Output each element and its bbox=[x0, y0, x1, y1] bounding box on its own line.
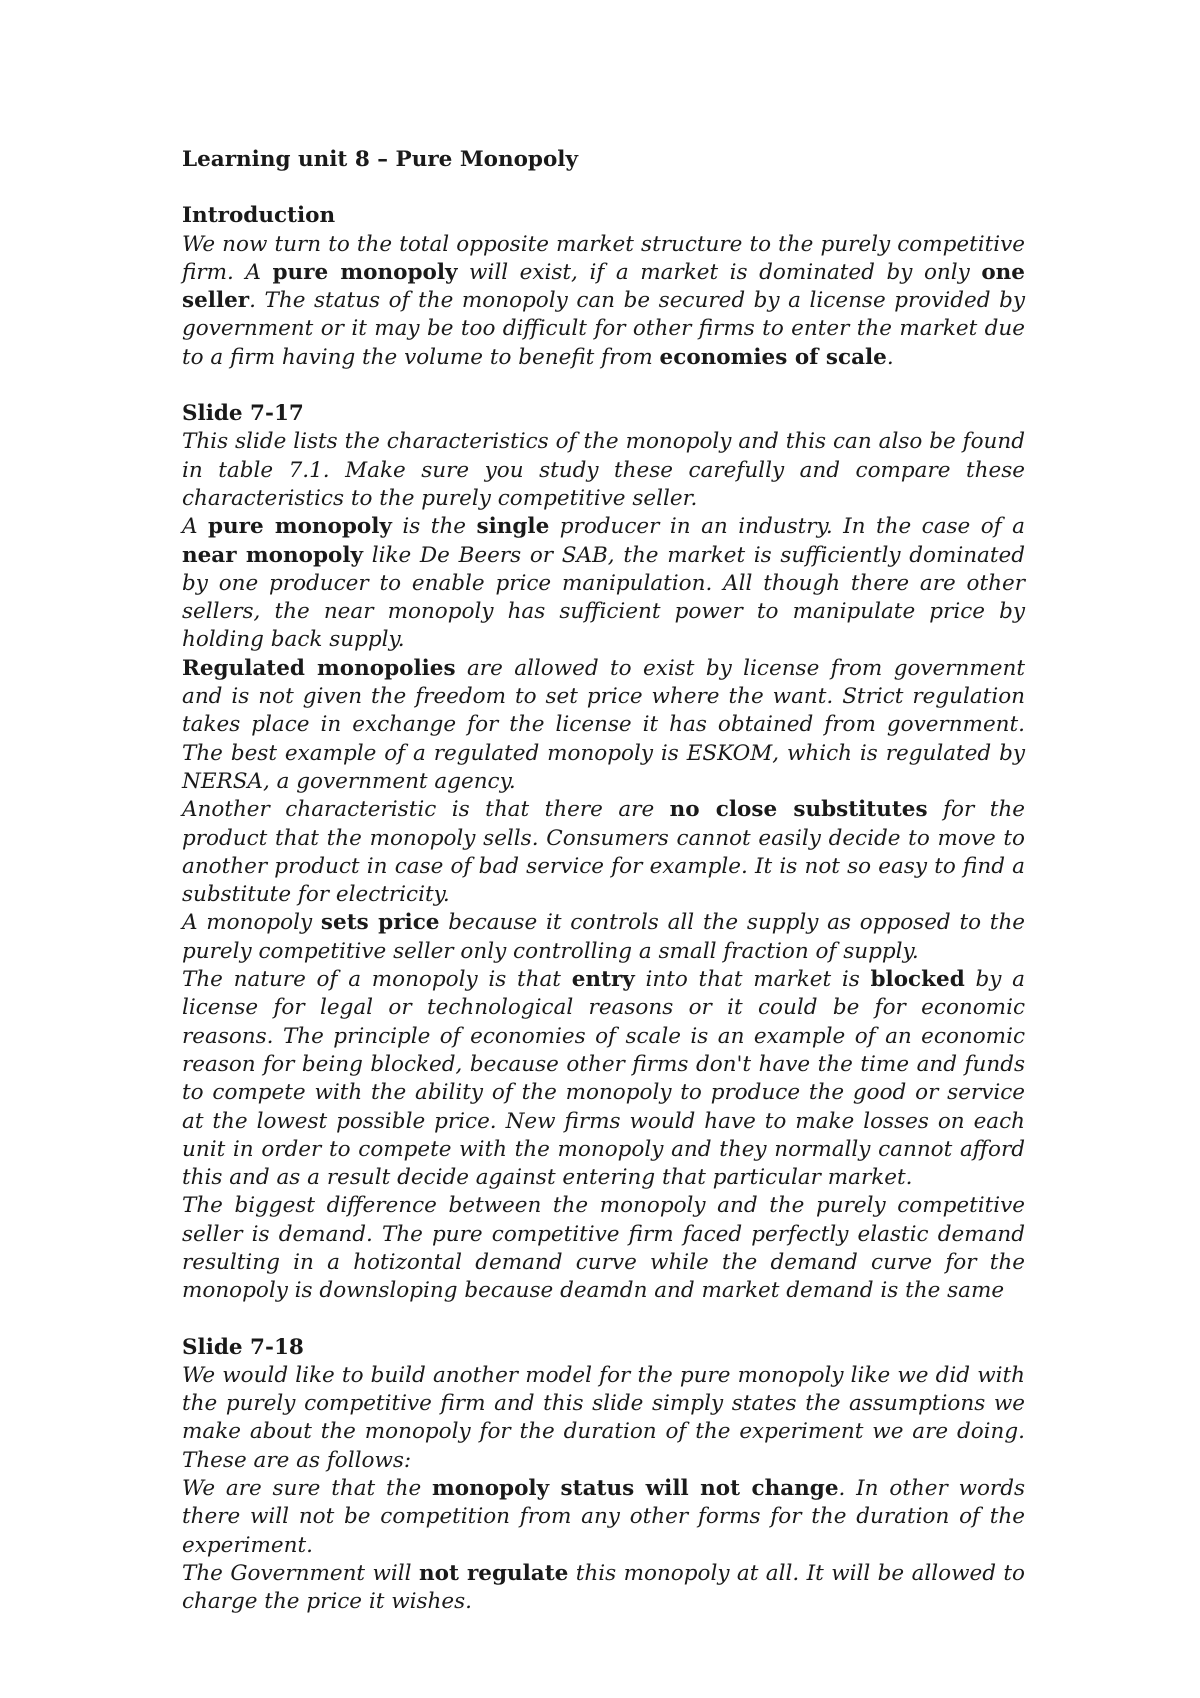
section-heading: Introduction bbox=[182, 203, 336, 229]
text-run: The biggest difference between the monopoly and the purely competitive seller is demand. The pure competitive firm faced perfectly elastic demand resulting in a hotizontal demand curve while the demand curve for the monopoly is downsloping because deamdn and market demand is the same bbox=[182, 1193, 1025, 1304]
section-introduction bbox=[182, 202, 1025, 372]
paragraph bbox=[182, 513, 1025, 654]
text-run: . The status of the monopoly can be secured by a license provided by government or it may be too difficult for other firms to enter the market due to a firm having the volume to benefit from bbox=[182, 288, 1025, 370]
bold-term: blocked bbox=[870, 967, 965, 993]
bold-term: pure monopoly bbox=[208, 514, 392, 540]
bold-term: single bbox=[476, 514, 550, 540]
text-run: The Government will bbox=[182, 1560, 419, 1586]
text-run: . bbox=[886, 344, 894, 370]
bold-term: not regulate bbox=[418, 1560, 569, 1586]
paragraph bbox=[182, 231, 1025, 372]
text-run: into that market is bbox=[634, 967, 871, 993]
paragraph bbox=[182, 1475, 1025, 1560]
section-slide-7-17 bbox=[182, 400, 1025, 1306]
paragraph bbox=[182, 909, 1025, 966]
paragraph bbox=[182, 1560, 1025, 1617]
text-run: We are sure that the bbox=[182, 1476, 432, 1502]
text-run: this monopoly at all. It will be allowed to charge the price it wishes. bbox=[182, 1560, 1026, 1615]
document-body bbox=[182, 146, 1025, 1617]
bold-term: Regulated monopolies bbox=[182, 655, 456, 681]
text-run: will exist, if a market is dominated by only bbox=[457, 259, 982, 285]
text-run: is the bbox=[391, 514, 477, 540]
text-run: . In other words there will not be competition from any other forms for the duration of the experiment. bbox=[182, 1476, 1025, 1558]
text-run: A monopoly bbox=[182, 910, 321, 936]
paragraph bbox=[182, 655, 1025, 796]
section-slide-7-18 bbox=[182, 1334, 1025, 1617]
document-title: Learning unit 8 – Pure Monopoly bbox=[182, 147, 578, 172]
section-heading: Slide 7-18 bbox=[182, 1334, 304, 1360]
section-heading: Slide 7-17 bbox=[182, 401, 304, 427]
text-run: We now turn to the total opposite market structure to the purely competitive firm. A bbox=[182, 231, 1025, 285]
bold-term: one seller bbox=[182, 259, 1025, 314]
bold-term: pure monopoly bbox=[272, 259, 458, 285]
text-run: The nature of a monopoly is that bbox=[182, 967, 572, 993]
text-run: We would like to build another model for the pure monopoly like we did with the purely competitive firm and this slide simply states the assumptions we make about the monopoly for the duration of the experiment we are doing. These are as follows: bbox=[182, 1362, 1025, 1473]
text-run: for the product that the monopoly sells. Consumers cannot easily decide to move to another product in case of bad service for example. It is not so easy to find a substitute for electricity. bbox=[182, 797, 1025, 908]
text-run: like De Beers or SAB, the market is sufficiently dominated by one producer to enable price manipulation. All though there are other sellers, the near monopoly has sufficient power to manipulate price by holding back supply. bbox=[182, 542, 1025, 653]
text-run: Another characteristic is that there are bbox=[182, 797, 670, 823]
bold-term: economies of scale bbox=[659, 344, 887, 370]
bold-term: no close substitutes bbox=[669, 797, 928, 823]
paragraph bbox=[182, 966, 1025, 1192]
text-run: by a license for legal or technological reasons or it could be for economic reasons. The principle of economies of scale is an example of an economic reason for being blocked, because other firms don't have the time and funds to compete with the ability of the monopoly to produce the good or service at the lowest possible price. New firms would have to make losses on each unit in order to compete with the monopoly and they normally cannot afford this and as a result decide against entering that particular market. bbox=[182, 967, 1025, 1191]
paragraph bbox=[182, 1192, 1025, 1305]
paragraph bbox=[182, 1362, 1025, 1475]
bold-term: entry bbox=[571, 967, 635, 993]
text-run: are allowed to exist by license from government and is not given the freedom to set price where the want. Strict regulation takes place in exchange for the license it has obtained from government. The best example of a regulated monopoly is ESKOM, which is regulated by NERSA, a government agency. bbox=[182, 655, 1025, 794]
text-run: because it controls all the supply as opposed to the purely competitive seller only controlling a small fraction of supply. bbox=[182, 910, 1026, 964]
text-run: A bbox=[182, 514, 209, 540]
text-run: producer in an industry. In the case of a bbox=[549, 514, 1025, 540]
paragraph bbox=[182, 796, 1025, 909]
text-run: This slide lists the characteristics of the monopoly and this can also be found in table 7.1. Make sure you study these carefully and compare these characteristics to the purely competitive seller. bbox=[182, 429, 1025, 511]
bold-term: near monopoly bbox=[182, 542, 364, 568]
bold-term: sets price bbox=[320, 910, 440, 936]
bold-term: monopoly status will not change bbox=[432, 1476, 839, 1502]
paragraph bbox=[182, 428, 1025, 513]
